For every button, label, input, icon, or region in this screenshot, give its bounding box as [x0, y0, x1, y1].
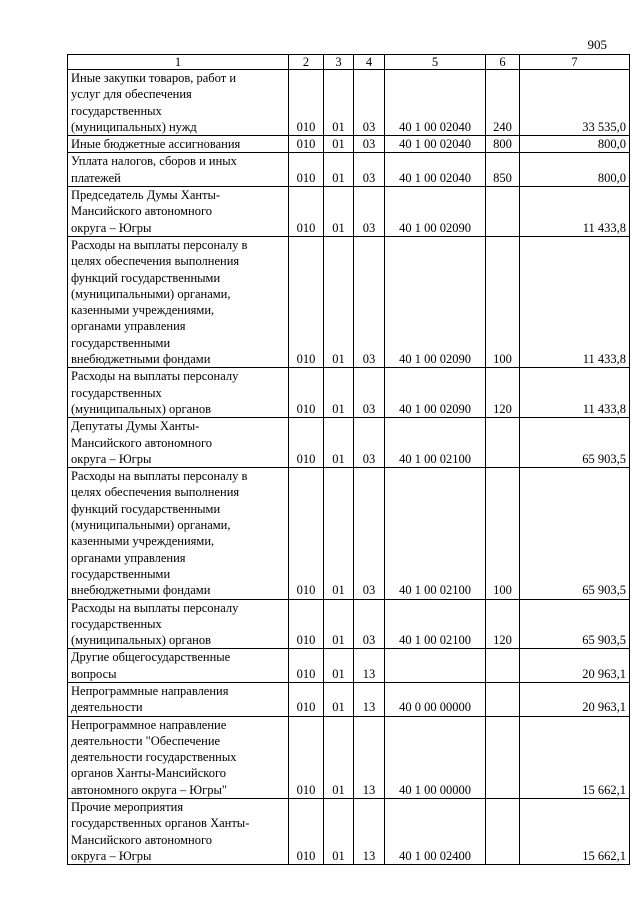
row-csr-cell: 40 1 00 02040: [385, 136, 486, 153]
row-ved-cell: 010: [289, 716, 324, 798]
row-ved-cell: 010: [289, 599, 324, 649]
row-pr-cell: 03: [354, 70, 385, 136]
header-col-7: 7: [520, 55, 630, 70]
row-pr-cell: 13: [354, 799, 385, 865]
row-vr-cell: [486, 187, 520, 237]
table-row: [68, 716, 630, 798]
row-sum-cell: 800,0: [520, 153, 630, 187]
table-row: [68, 682, 630, 716]
row-rz-cell: 01: [324, 368, 354, 418]
page-number: 905: [587, 37, 607, 52]
row-rz-cell: 01: [324, 599, 354, 649]
row-rz-cell: 01: [324, 236, 354, 367]
row-name-cell: Расходы на выплаты персоналу государственных (муниципальных) органов: [68, 599, 289, 649]
row-name-cell: Депутаты Думы Ханты- Мансийского автономного округа – Югры: [68, 418, 289, 468]
row-name-cell: Расходы на выплаты персоналу в целях обеспечения выполнения функций государственными (муниципальными) органами, казенными учреждениями, органами управления государственными внебюджетными фондами: [68, 236, 289, 367]
row-sum-cell: 65 903,5: [520, 418, 630, 468]
table-row: [68, 70, 630, 136]
row-pr-cell: 13: [354, 682, 385, 716]
row-sum-cell: 65 903,5: [520, 599, 630, 649]
row-sum-cell: 15 662,1: [520, 716, 630, 798]
row-pr-cell: 13: [354, 649, 385, 683]
row-csr-cell: [385, 649, 486, 683]
row-name-cell: Уплата налогов, сборов и иных платежей: [68, 153, 289, 187]
table-row: [68, 418, 630, 468]
row-sum-cell: 20 963,1: [520, 682, 630, 716]
row-rz-cell: 01: [324, 70, 354, 136]
row-sum-cell: 15 662,1: [520, 799, 630, 865]
row-rz-cell: 01: [324, 799, 354, 865]
row-name-cell: Расходы на выплаты персоналу государственных (муниципальных) органов: [68, 368, 289, 418]
row-csr-cell: 40 1 00 02100: [385, 468, 486, 599]
row-sum-cell: 11 433,8: [520, 236, 630, 367]
row-vr-cell: [486, 799, 520, 865]
table-body: [68, 70, 630, 865]
row-vr-cell: 100: [486, 468, 520, 599]
row-vr-cell: 120: [486, 368, 520, 418]
row-vr-cell: [486, 418, 520, 468]
row-vr-cell: [486, 716, 520, 798]
row-csr-cell: 40 1 00 02100: [385, 599, 486, 649]
row-rz-cell: 01: [324, 418, 354, 468]
row-name-cell: Непрограммные направления деятельности: [68, 682, 289, 716]
row-sum-cell: 11 433,8: [520, 187, 630, 237]
row-name-cell: Расходы на выплаты персоналу в целях обеспечения выполнения функций государственными (муниципальными) органами, казенными учреждениями, органами управления государственными внебюджетными фондами: [68, 468, 289, 599]
row-rz-cell: 01: [324, 682, 354, 716]
row-ved-cell: 010: [289, 236, 324, 367]
row-sum-cell: 800,0: [520, 136, 630, 153]
header-col-2: 2: [289, 55, 324, 70]
row-name-cell: Председатель Думы Ханты- Мансийского автономного округа – Югры: [68, 187, 289, 237]
row-pr-cell: 03: [354, 418, 385, 468]
row-csr-cell: 40 1 00 02100: [385, 418, 486, 468]
row-ved-cell: 010: [289, 153, 324, 187]
row-ved-cell: 010: [289, 187, 324, 237]
row-name-cell: Иные бюджетные ассигнования: [68, 136, 289, 153]
row-pr-cell: 03: [354, 136, 385, 153]
row-pr-cell: 03: [354, 187, 385, 237]
row-vr-cell: 800: [486, 136, 520, 153]
row-pr-cell: 03: [354, 236, 385, 367]
row-ved-cell: 010: [289, 136, 324, 153]
row-vr-cell: 100: [486, 236, 520, 367]
row-ved-cell: 010: [289, 418, 324, 468]
row-pr-cell: 13: [354, 716, 385, 798]
header-col-4: 4: [354, 55, 385, 70]
row-rz-cell: 01: [324, 649, 354, 683]
row-sum-cell: 65 903,5: [520, 468, 630, 599]
table-row: [68, 468, 630, 599]
row-sum-cell: 11 433,8: [520, 368, 630, 418]
row-csr-cell: 40 1 00 02090: [385, 368, 486, 418]
row-ved-cell: 010: [289, 682, 324, 716]
table-row: [68, 236, 630, 367]
row-name-cell: Другие общегосударственные вопросы: [68, 649, 289, 683]
row-pr-cell: 03: [354, 368, 385, 418]
row-ved-cell: 010: [289, 649, 324, 683]
table-row: [68, 649, 630, 683]
row-ved-cell: 010: [289, 799, 324, 865]
row-ved-cell: 010: [289, 368, 324, 418]
row-rz-cell: 01: [324, 136, 354, 153]
table-row: [68, 136, 630, 153]
table-row: [68, 368, 630, 418]
row-sum-cell: 20 963,1: [520, 649, 630, 683]
row-pr-cell: 03: [354, 468, 385, 599]
row-rz-cell: 01: [324, 468, 354, 599]
row-csr-cell: 40 0 00 00000: [385, 682, 486, 716]
row-pr-cell: 03: [354, 599, 385, 649]
row-vr-cell: [486, 682, 520, 716]
row-name-cell: Прочие мероприятия государственных органов Ханты- Мансийского автономного округа – Югры: [68, 799, 289, 865]
row-csr-cell: 40 1 00 02040: [385, 153, 486, 187]
table-row: [68, 153, 630, 187]
row-vr-cell: 850: [486, 153, 520, 187]
table-row: [68, 599, 630, 649]
row-rz-cell: 01: [324, 153, 354, 187]
row-csr-cell: 40 1 00 02090: [385, 236, 486, 367]
row-csr-cell: 40 1 00 00000: [385, 716, 486, 798]
header-col-6: 6: [486, 55, 520, 70]
row-sum-cell: 33 535,0: [520, 70, 630, 136]
row-vr-cell: [486, 649, 520, 683]
row-ved-cell: 010: [289, 70, 324, 136]
header-col-5: 5: [385, 55, 486, 70]
row-vr-cell: 120: [486, 599, 520, 649]
row-csr-cell: 40 1 00 02400: [385, 799, 486, 865]
row-name-cell: Непрограммное направление деятельности "Обеспечение деятельности государственных органов Ханты-Мансийского автономного округа – Югры": [68, 716, 289, 798]
header-col-1: 1: [68, 55, 289, 70]
row-vr-cell: 240: [486, 70, 520, 136]
row-rz-cell: 01: [324, 716, 354, 798]
header-row: [68, 55, 630, 70]
row-name-cell: Иные закупки товаров, работ и услуг для обеспечения государственных (муниципальных) нужд: [68, 70, 289, 136]
table-row: [68, 799, 630, 865]
table-row: [68, 187, 630, 237]
header-col-3: 3: [324, 55, 354, 70]
row-rz-cell: 01: [324, 187, 354, 237]
row-csr-cell: 40 1 00 02090: [385, 187, 486, 237]
row-ved-cell: 010: [289, 468, 324, 599]
budget-table: [67, 54, 630, 865]
row-csr-cell: 40 1 00 02040: [385, 70, 486, 136]
row-pr-cell: 03: [354, 153, 385, 187]
